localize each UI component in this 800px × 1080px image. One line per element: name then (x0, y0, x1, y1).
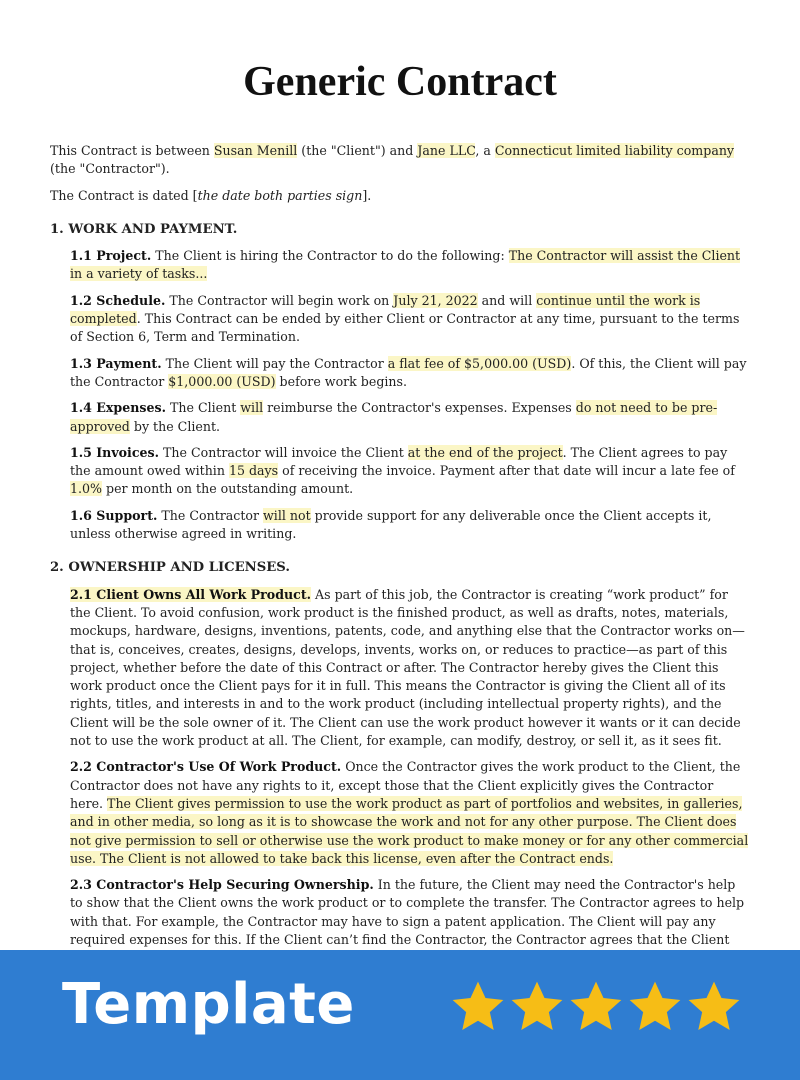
clause-1-5-invoices: 1.5 Invoices. The Contractor will invoice the Client at the end of the project. The Client agrees to pay the amount owed within 15 days of receiving the invoice. Payment after that date will incur a late fee of 1.0% per month on the outstanding amount. (70, 444, 735, 497)
star-icon (626, 978, 684, 1036)
clause-1-3-payment: 1.3 Payment. The Client will pay the Contractor a flat fee of $5,000.00 (USD). Of this, the Client will pay the Contractor $1,000.00 (USD) before work begins. (70, 355, 747, 389)
star-icon (685, 978, 743, 1036)
intro-date: The Contract is dated [the date both parties sign]. (50, 187, 372, 203)
contract-body (50, 142, 750, 950)
template-banner (0, 950, 800, 1080)
section-heading-work-payment: 1. WORK AND PAYMENT. (50, 221, 238, 237)
banner-label: Template (62, 972, 355, 1037)
clause-1-2-schedule: 1.2 Schedule. The Contractor will begin work on July 21, 2022 and will continue until the work is completed. This Contract can be ended by either Client or Contractor at any time, pursuant to the terms of Section 6, Term and Termination. (70, 292, 740, 345)
star-icon (508, 978, 566, 1036)
rating-stars (449, 978, 744, 1036)
document-title: Generic Contract (243, 59, 557, 105)
section-heading-ownership: 2. OWNERSHIP AND LICENSES. (50, 560, 290, 576)
clause-2-2-contractor-use: 2.2 Contractor's Use Of Work Product. Once the Contractor gives the work product to the Client, the Contractor does not have any rights to it, except those that the Client explicitly gives the Contractor here. The Client gives permission to use the work product as part of portfolios and websites, in galleries, and in other media, so long as it is to showcase the work and not for any other purpose. The Client does not give permission to sell or otherwise use the work product to make money or for any other commercial use. The Client is not allowed to take back this license, even after the Contract ends. (70, 759, 749, 866)
clause-1-4-expenses: 1.4 Expenses. The Client will reimburse the Contractor's expenses. Expenses do not need to be pre-approved by the Client. (70, 400, 718, 434)
star-icon (449, 978, 507, 1036)
clause-1-1-project: 1.1 Project. The Client is hiring the Contractor to do the following: The Contractor will assist the Client in a variety of tasks... (70, 248, 741, 282)
clause-1-6-support: 1.6 Support. The Contractor will not provide support for any deliverable once the Client accepts it, unless otherwise agreed in writing. (70, 507, 712, 542)
intro-parties: This Contract is between Susan Menill (the "Client") and Jane LLC, a Connecticut limited liability company (the "Contractor"). (50, 143, 735, 177)
star-icon (567, 978, 625, 1036)
clause-2-1-client-owns: 2.1 Client Owns All Work Product. As part of this job, the Contractor is creating “work product” for the Client. To avoid confusion, work product is the finished product, as well as drafts, notes, materials, mockups, hardware, designs, inventions, patents, code, and anything else that the Contractor works on—that is, conceives, creates, designs, develops, invents, works on, or reduces to practice—as part of this project, whether before the date of this Contract or after. The Contractor hereby gives the Client this work product once the Client pays for it in full. This means the Contractor is giving the Client all of its rights, titles, and interests in and to the work product (including intellectual property rights), and the Client will be the sole owner of it. The Client can use the work product however it wants or it can decide not to use the work product at all. The Client, for example, can modify, destroy, or sell it, as it sees fit. (70, 586, 745, 749)
clause-2-3-help-securing: 2.3 Contractor's Help Securing Ownership. In the future, the Client may need the Contractor's help to show that the Client owns the work product or to complete the transfer. The Contractor agrees to help with that. For example, the Contractor may have to sign a patent application. The Client will pay any required expenses for this. If the Client can’t find the Contractor, the Contractor agrees that the Client (70, 877, 745, 947)
